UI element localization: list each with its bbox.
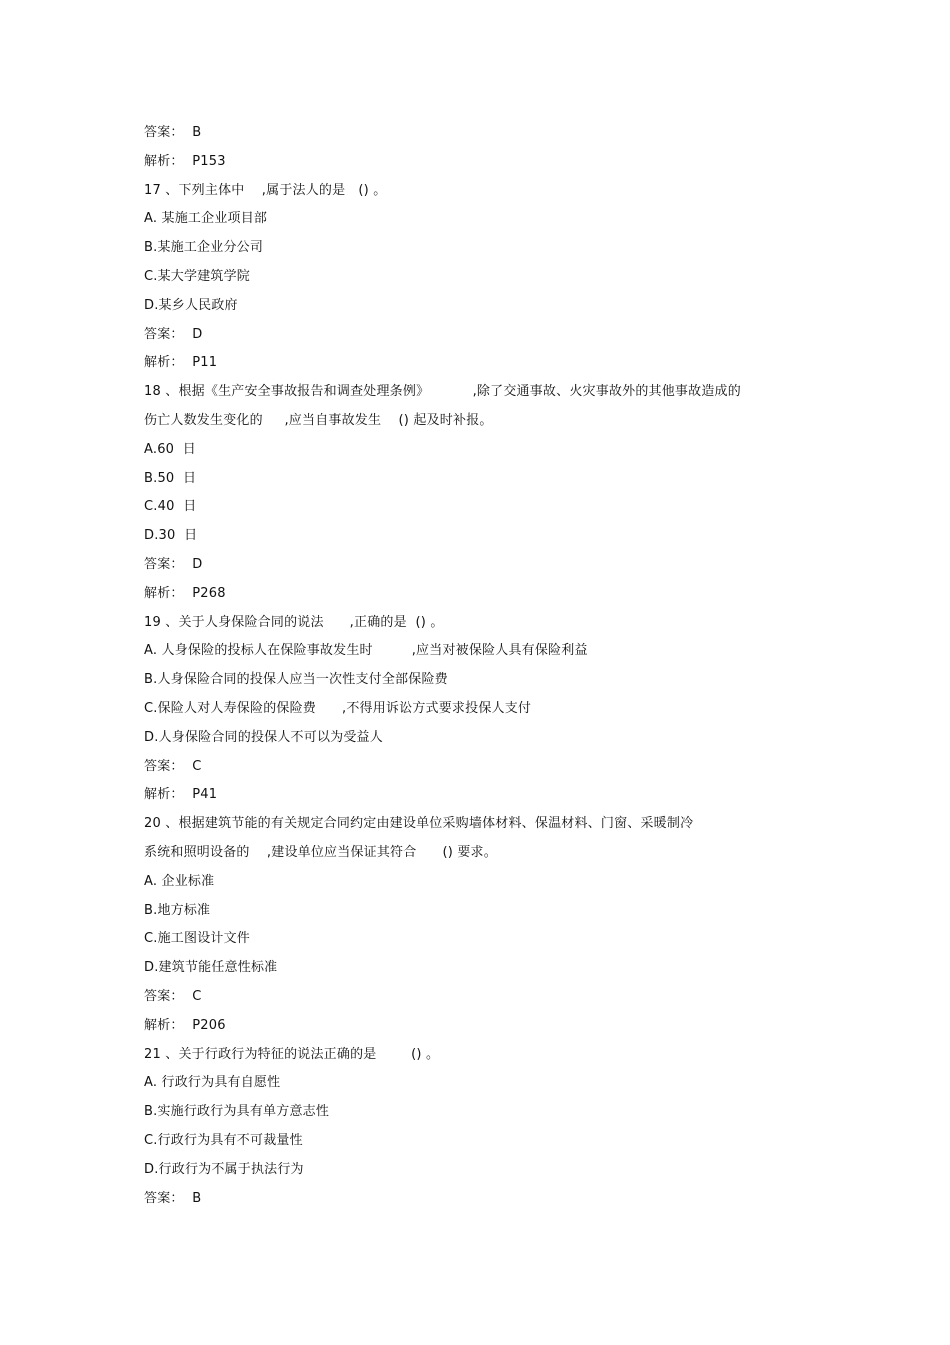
question-18-line-1: 18 、根据《生产安全事故报告和调查处理条例》 ,除了交通事故、火灾事故外的其他事故造成的 — [144, 384, 741, 399]
answer-20: 答案： C — [144, 989, 202, 1004]
option-21-c: C.行政行为具有不可裁量性 — [144, 1133, 303, 1148]
option-18-b: B.50 日 — [144, 471, 197, 486]
analysis-19: 解析： P41 — [144, 787, 218, 802]
answer-21: 答案： B — [144, 1191, 202, 1206]
option-20-b: B.地方标准 — [144, 903, 211, 918]
option-19-d: D.人身保险合同的投保人不可以为受益人 — [144, 730, 383, 745]
option-19-a: A. 人身保险的投标人在保险事故发生时 ,应当对被保险人具有保险利益 — [144, 643, 588, 658]
option-20-c: C.施工图设计文件 — [144, 931, 251, 946]
answer-19: 答案： C — [144, 759, 202, 774]
option-21-b: B.实施行政行为具有单方意志性 — [144, 1104, 330, 1119]
analysis-20: 解析： P206 — [144, 1018, 226, 1033]
analysis-17: 解析： P11 — [144, 355, 218, 370]
option-18-d: D.30 日 — [144, 528, 198, 543]
option-17-b: B.某施工企业分公司 — [144, 240, 264, 255]
question-18-line-2: 伤亡人数发生变化的 ,应当自事故发生 () 起及时补报。 — [144, 413, 493, 428]
option-18-a: A.60 日 — [144, 442, 197, 457]
answer-17: 答案： D — [144, 327, 203, 342]
question-19: 19 、关于人身保险合同的说法 ,正确的是 () 。 — [144, 615, 444, 630]
option-20-d: D.建筑节能任意性标准 — [144, 960, 278, 975]
option-21-a: A. 行政行为具有自愿性 — [144, 1075, 281, 1090]
option-17-c: C.某大学建筑学院 — [144, 269, 251, 284]
question-20-line-1: 20 、根据建筑节能的有关规定合同约定由建设单位采购墙体材料、保温材料、门窗、采暖制冷 — [144, 816, 694, 831]
option-18-c: C.40 日 — [144, 499, 197, 514]
answer-18: 答案： D — [144, 557, 203, 572]
option-17-a: A. 某施工企业项目部 — [144, 211, 268, 226]
question-21: 21 、关于行政行为特征的说法正确的是 () 。 — [144, 1047, 440, 1062]
option-17-d: D.某乡人民政府 — [144, 298, 238, 313]
option-19-c: C.保险人对人寿保险的保险费 ,不得用诉讼方式要求投保人支付 — [144, 701, 532, 716]
option-20-a: A. 企业标准 — [144, 874, 215, 889]
question-17: 17 、下列主体中 ,属于法人的是 () 。 — [144, 183, 387, 198]
analysis-18: 解析： P268 — [144, 586, 226, 601]
analysis-16: 解析： P153 — [144, 154, 226, 169]
answer-16: 答案： B — [144, 125, 202, 140]
option-19-b: B.人身保险合同的投保人应当一次性支付全部保险费 — [144, 672, 448, 687]
option-21-d: D.行政行为不属于执法行为 — [144, 1162, 304, 1177]
question-20-line-2: 系统和照明设备的 ,建设单位应当保证其符合 () 要求。 — [144, 845, 497, 860]
